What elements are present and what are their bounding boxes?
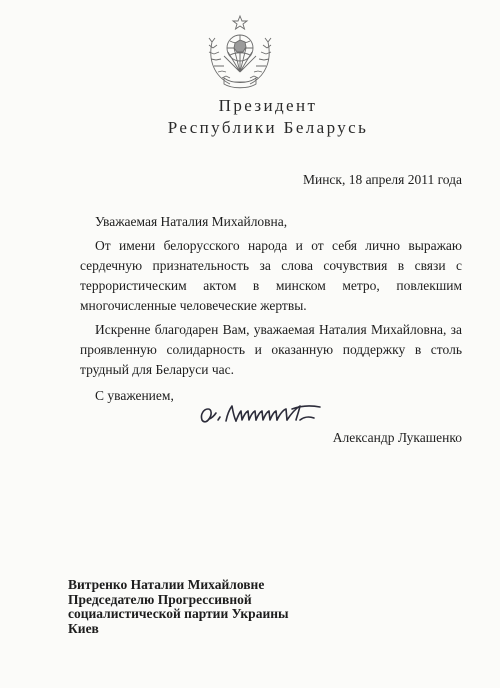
addressee-line-4: Киев [68, 620, 99, 636]
letter-date: Минск, 18 апреля 2011 года [302, 172, 462, 187]
addressee-line-3: социалистической партии Украины [68, 606, 289, 621]
belarus-coat-of-arms-icon [200, 14, 280, 90]
addressee-line-1: Витренко Наталии Михайловне [68, 577, 265, 592]
handwritten-signature-icon [196, 396, 328, 430]
paragraph-1: От имени белорусского народа и от себя лично выражаю сердечную признательность за слова сочувствия в связи с террористическим актом в минском метро, повлекшим многочисленные человеческие жертвы. [80, 238, 462, 313]
letterhead-title: Президент [218, 96, 318, 115]
greeting: Уважаемая Наталия Михайловна, [95, 214, 288, 229]
addressee-block [68, 578, 289, 636]
signer-name: Александр Лукашенко [332, 430, 462, 445]
letterhead-subtitle: Республики Беларусь [167, 118, 369, 137]
closing: С уважением, [95, 388, 174, 403]
addressee-line-2: Председателю Прогрессивной [68, 591, 252, 607]
paragraph-2: Искренне благодарен Вам, уважаемая Наталия Михайловна, за проявленную солидарность и оказанную поддержку в столь трудный для Беларуси час. [80, 322, 462, 377]
